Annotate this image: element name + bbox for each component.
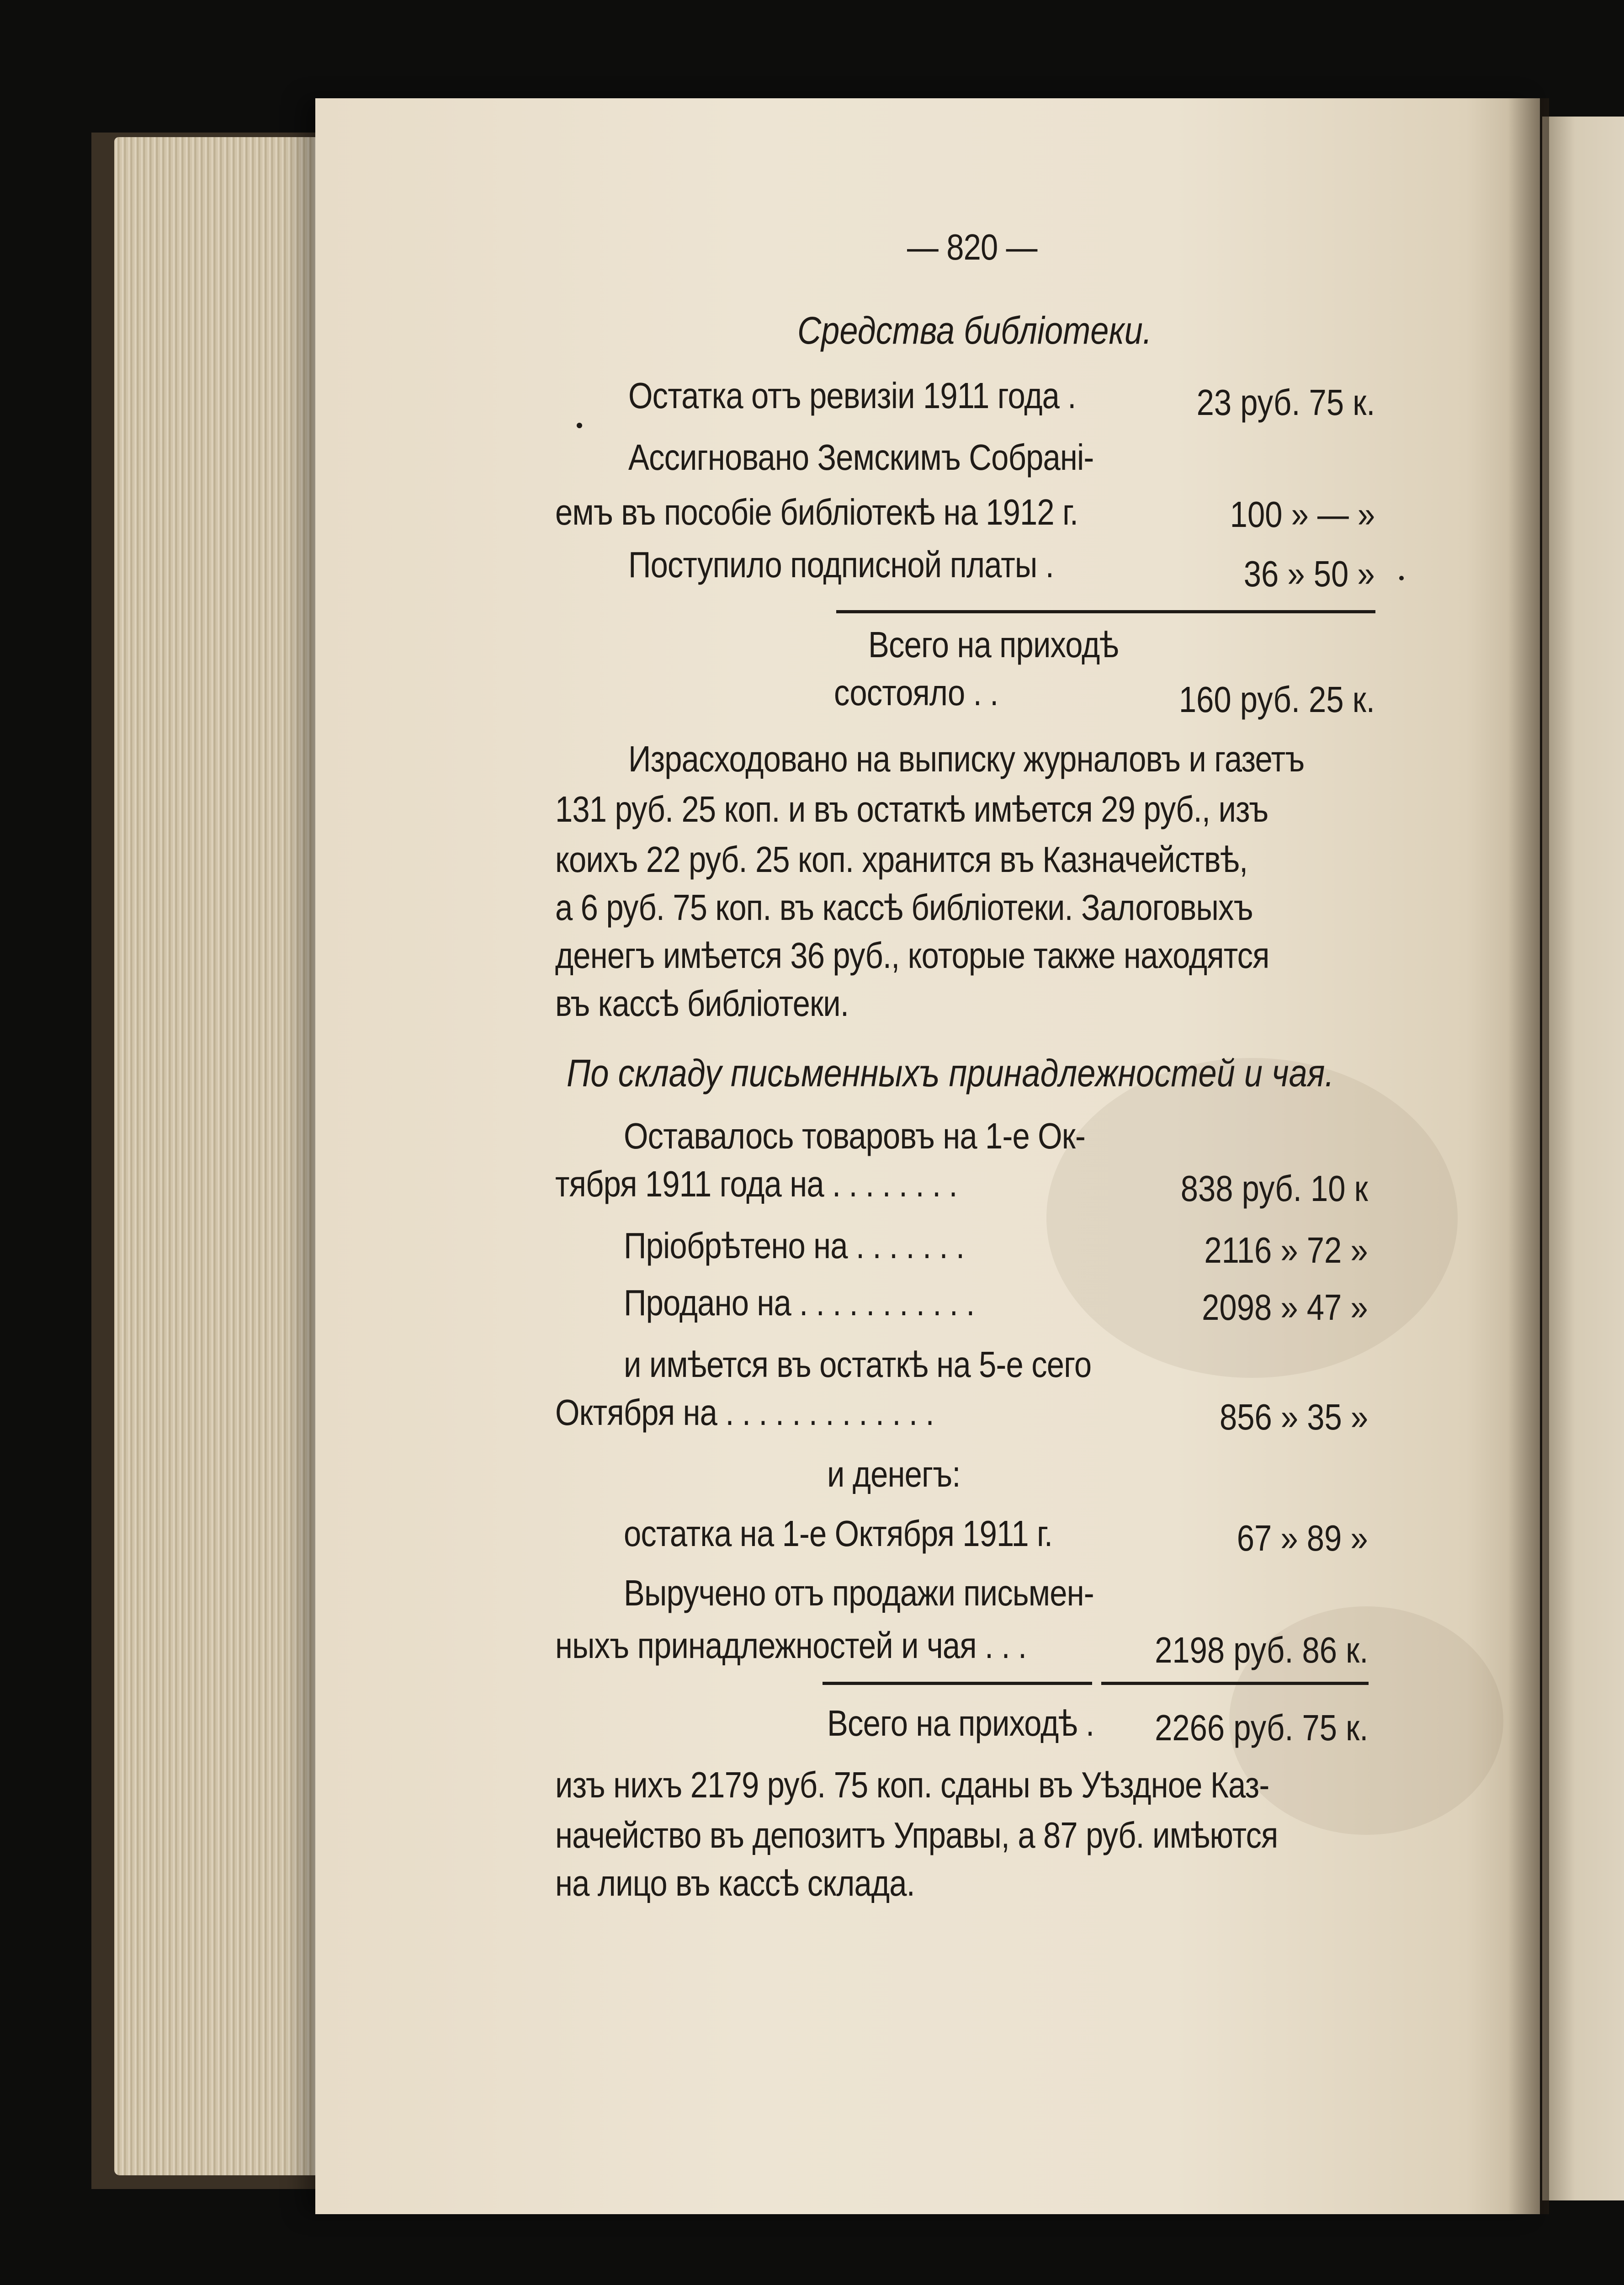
warehouse-row-label: Пріобрѣтено на . . . . . . . bbox=[624, 1225, 965, 1266]
warehouse-paragraph-line: начейство въ депозитъ Управы, а 87 руб. имѣются bbox=[555, 1815, 1278, 1855]
library-paragraph-line: коихъ 22 руб. 25 коп. хранится въ Казначействѣ, bbox=[555, 839, 1248, 880]
warehouse-total-amount: 2266 руб. 75 к. bbox=[1154, 1707, 1368, 1748]
library-paragraph-line: 131 руб. 25 коп. и въ остаткѣ имѣется 29 руб., изъ bbox=[555, 789, 1268, 829]
warehouse-paragraph-line: на лицо въ кассѣ склада. bbox=[555, 1863, 915, 1903]
warehouse-row-amount: 67 » 89 » bbox=[1237, 1518, 1368, 1558]
library-paragraph-line: Израсходовано на выписку журналовъ и газетъ bbox=[628, 739, 1305, 779]
library-paragraph-line: денегъ имѣется 36 руб., которые также находятся bbox=[555, 935, 1269, 976]
warehouse-row-amount: 2098 » 47 » bbox=[1202, 1287, 1368, 1328]
ink-speck bbox=[577, 423, 582, 428]
facing-page-edge bbox=[1542, 117, 1624, 2200]
library-row-label: Ассигновано Земскимъ Собрані- bbox=[628, 437, 1094, 478]
warehouse-row-amount: 838 руб. 10 к bbox=[1181, 1168, 1368, 1209]
warehouse-row-label: Продано на . . . . . . . . . . . bbox=[624, 1282, 975, 1323]
warehouse-row-label: Октября на . . . . . . . . . . . . . bbox=[555, 1392, 934, 1433]
library-row-label: Поступило подписной платы . bbox=[628, 544, 1054, 585]
library-paragraph-line: въ кассѣ библіотеки. bbox=[555, 983, 849, 1024]
page-number: — 820 — bbox=[907, 227, 1037, 267]
library-row-amount: 100 » — » bbox=[1230, 494, 1375, 535]
section-title-library: Средства библіотеки. bbox=[797, 309, 1152, 352]
page-gutter-shadow bbox=[1508, 98, 1549, 2214]
library-total-label: состояло . . bbox=[834, 672, 998, 713]
library-row-amount: 23 руб. 75 к. bbox=[1196, 382, 1375, 423]
warehouse-row-amount: 856 » 35 » bbox=[1219, 1397, 1368, 1437]
warehouse-row-amount: 2116 » 72 » bbox=[1204, 1230, 1368, 1270]
library-row-label: Остатка отъ ревизіи 1911 года . bbox=[628, 375, 1076, 416]
warehouse-row-label: и имѣется въ остаткѣ на 5-е сего bbox=[624, 1344, 1092, 1385]
total-rule bbox=[1101, 1682, 1369, 1685]
total-rule bbox=[836, 610, 1375, 613]
warehouse-row-label: ныхъ принадлежностей и чая . . . bbox=[555, 1625, 1027, 1666]
warehouse-row-amount: 2198 руб. 86 к. bbox=[1154, 1630, 1368, 1670]
ink-speck bbox=[1399, 576, 1404, 580]
library-row-amount: 36 » 50 » bbox=[1244, 553, 1375, 594]
warehouse-row-label: остатка на 1-е Октября 1911 г. bbox=[624, 1513, 1053, 1554]
warehouse-paragraph-line: изъ нихъ 2179 руб. 75 коп. сданы въ Уѣздное Каз- bbox=[555, 1764, 1269, 1805]
warehouse-row-label: Выручено отъ продажи письмен- bbox=[624, 1573, 1094, 1613]
library-row-label: емъ въ пособіе библіотекѣ на 1912 г. bbox=[555, 492, 1078, 532]
section-title-warehouse: По складу письменныхъ принадлежностей и чая. bbox=[567, 1052, 1334, 1095]
total-rule bbox=[823, 1682, 1092, 1685]
library-total-amount: 160 руб. 25 к. bbox=[1178, 679, 1375, 720]
warehouse-total-label: Всего на приходѣ . bbox=[827, 1703, 1094, 1743]
paper-stain bbox=[1046, 1058, 1458, 1378]
library-total-label: Всего на приходѣ bbox=[868, 624, 1119, 665]
warehouse-subheading: и денегъ: bbox=[827, 1454, 961, 1494]
library-paragraph-line: а 6 руб. 75 коп. въ кассѣ библіотеки. Залоговыхъ bbox=[555, 887, 1253, 928]
warehouse-row-label: Оставалось товаровъ на 1-е Ок- bbox=[624, 1116, 1086, 1156]
warehouse-row-label: тября 1911 года на . . . . . . . . bbox=[555, 1164, 957, 1204]
